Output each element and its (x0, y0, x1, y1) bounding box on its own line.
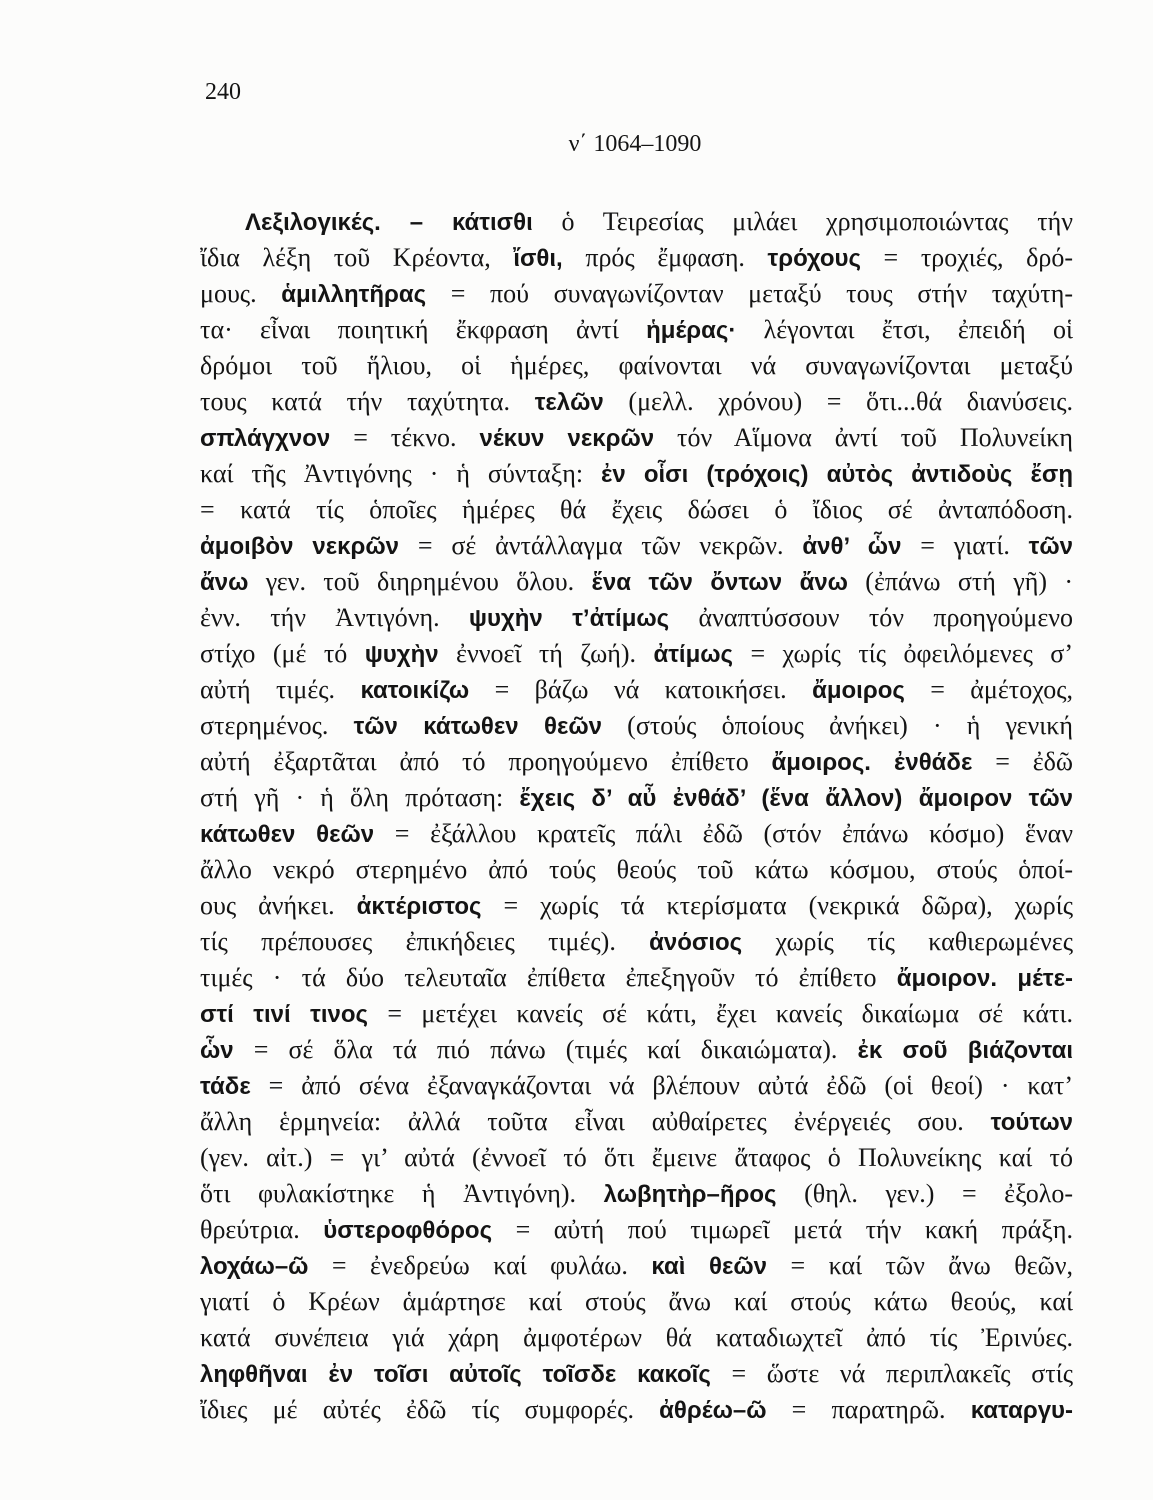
headword: τῶν (1028, 533, 1073, 560)
text-line-content (200, 276, 1073, 312)
headword: ἄμοιρον. μέτε- (896, 965, 1073, 992)
gloss-text: τίς πρέπουσες ἐπικήδειες τιμές). (200, 927, 650, 956)
text-line (200, 780, 1073, 816)
text-line (200, 600, 1073, 636)
text-line (200, 1392, 1073, 1428)
text-line-content (200, 1248, 1073, 1284)
headword: ἐν οἷσι (τρόχοις) αὐτὸς ἀντιδοὺς ἔσῃ (601, 461, 1073, 488)
text-line (200, 1356, 1073, 1392)
gloss-text: = σέ ἀντάλλαγμα τῶν νεκρῶν. (399, 531, 803, 560)
text-line-content (200, 1320, 1073, 1356)
gloss-text: = ἀμέτοχος, (904, 675, 1073, 704)
gloss-text: = καί τῶν ἄνω θεῶν, (766, 1251, 1073, 1280)
text-line (200, 564, 1073, 600)
gloss-text: = χωρίς τά κτερίσματα (νεκρικά δῶρα), χωρίς (481, 891, 1073, 920)
text-line-content (200, 888, 1073, 924)
gloss-text: τα· εἶναι ποιητική ἔκφραση ἀντί (200, 315, 647, 344)
gloss-text: λέγονται ἔτσι, ἐπειδή οἱ (736, 315, 1073, 344)
text-line (200, 1248, 1073, 1284)
headword: τρόχους (767, 245, 861, 272)
headword: ὧν (200, 1037, 234, 1064)
text-line (200, 960, 1073, 996)
gloss-text: αὐτή τιμές. (200, 675, 361, 704)
gloss-text: δρόμοι τοῦ ἥλιου, οἱ ἡμέρες, φαίνονται νά συναγωνίζονται μεταξύ (200, 351, 1073, 380)
headword: νέκυν νεκρῶν (479, 425, 655, 452)
headword: τούτων (990, 1109, 1073, 1136)
headword: λωβητὴρ–ῆρος (603, 1181, 777, 1208)
gloss-text: ὅτι φυλακίστηκε ἡ Ἀντιγόνη). (200, 1179, 604, 1208)
gloss-text: = παρατηρῶ. (766, 1395, 971, 1424)
gloss-text: (ἐπάνω στή γῆ) · (847, 567, 1073, 596)
gloss-text: ἴδια λέξη τοῦ Κρέοντα, (200, 243, 514, 272)
headword: ἀθρέω–ῶ (659, 1397, 767, 1424)
gloss-text: τους κατά τήν ταχύτητα. (200, 387, 535, 416)
headword: σπλάγχνον (200, 425, 331, 452)
gloss-text: = γιατί. (901, 531, 1029, 560)
text-line (200, 1176, 1073, 1212)
gloss-text: = σέ ὅλα τά πιό πάνω (τιμές καί δικαιώματα). (233, 1035, 858, 1064)
text-line (200, 240, 1073, 276)
commentary-text (200, 204, 1073, 1428)
text-line (200, 996, 1073, 1032)
gloss-text: τόν Αἵμονα ἀντί τοῦ Πολυνείκη (654, 423, 1073, 452)
headword: ὑστεροφθόρος (323, 1217, 493, 1244)
text-line-content (200, 960, 1073, 996)
gloss-text: στίχο (μέ τό (200, 639, 365, 668)
gloss-text: (στούς ὁποίους ἀνήκει) · ἡ γενική (601, 711, 1073, 740)
headword: κατοικίζω (360, 677, 470, 704)
text-line-content (200, 1104, 1073, 1140)
text-line-content (200, 1032, 1073, 1068)
text-line (200, 1104, 1073, 1140)
headword: ἀνόσιος (649, 929, 743, 956)
headword: ἄνω (200, 569, 249, 596)
gloss-text: ἐννοεῖ τή ζωή). (438, 639, 654, 668)
gloss-text: αὐτή ἐξαρτᾶται ἀπό τό προηγούμενο ἐπίθετο (200, 747, 772, 776)
headword: ληφθῆναι ἐν τοῖσι αὐτοῖς τοῖσδε κακοῖς (200, 1361, 711, 1388)
headword: ἡμέρας· (646, 317, 737, 344)
text-line (200, 636, 1073, 672)
gloss-text: = ἐξάλλου κρατεῖς πάλι ἐδῶ (στόν ἐπάνω κόσμο) ἕναν (374, 819, 1073, 848)
gloss-text: μους. (200, 279, 282, 308)
gloss-text: = αὐτή πού τιμωρεῖ μετά τήν κακή πράξη. (492, 1215, 1073, 1244)
text-line-content (245, 204, 1073, 240)
text-line (200, 852, 1073, 888)
text-line-content (200, 924, 1073, 960)
text-line-content (200, 672, 1073, 708)
gloss-text: = ἀπό σένα ἐξαναγκάζονται νά βλέπουν αὐτά ἐδῶ (οἱ θεοί) · κατ’ (250, 1071, 1073, 1100)
headword: ἀνθ’ ὧν (802, 533, 902, 560)
headword: ἴσθι, (513, 245, 563, 272)
text-line-content (200, 492, 1073, 528)
gloss-text: γεν. τοῦ διηρημένου ὅλου. (248, 567, 592, 596)
text-line (200, 1212, 1073, 1248)
text-line (200, 816, 1073, 852)
headword: ψυχὴν (364, 641, 439, 668)
text-line-content (200, 456, 1073, 492)
gloss-text: = πού συναγωνίζονταν μεταξύ τους στήν ταχύτη- (426, 279, 1073, 308)
gloss-text: ἄλλη ἑρμηνεία: ἀλλά τοῦτα εἶναι αὐθαίρετες ἐνέργειές σου. (200, 1107, 991, 1136)
headword: κάτωθεν θεῶν (200, 821, 375, 848)
gloss-text: ἀναπτύσσουν τόν προηγούμενο (669, 603, 1073, 632)
text-line-content (200, 816, 1073, 852)
gloss-text: = τέκνο. (330, 423, 480, 452)
gloss-text: = ἐδῶ (972, 747, 1073, 776)
text-line (200, 312, 1073, 348)
text-line (200, 492, 1073, 528)
text-line-content (200, 1356, 1073, 1392)
headword: ἀμοιβὸν νεκρῶν (200, 533, 400, 560)
headword: τῶν κάτωθεν θεῶν (353, 713, 602, 740)
text-line-content (200, 744, 1073, 780)
gloss-text: ἴδιες μέ αὐτές ἐδῶ τίς συμφορές. (200, 1395, 660, 1424)
headword: ἐκ σοῦ βιάζονται (857, 1037, 1073, 1064)
text-line (200, 1284, 1073, 1320)
headword: καταργυ- (970, 1397, 1073, 1424)
text-line (200, 528, 1073, 564)
gloss-text: = χωρίς τίς ὀφειλόμενες σ’ (733, 639, 1073, 668)
text-line-content (200, 780, 1073, 816)
gloss-text: γιατί ὁ Κρέων ἁμάρτησε καί στούς ἄνω καί στούς κάτω θεούς, καί (200, 1287, 1073, 1316)
text-line-content (200, 420, 1073, 456)
gloss-text: τιμές · τά δύο τελευταῖα ἐπίθετα ἐπεξηγοῦν τό ἐπίθετο (200, 963, 897, 992)
gloss-text: (θηλ. γεν.) = ἐξολο- (776, 1179, 1073, 1208)
text-line-content (200, 852, 1073, 888)
gloss-text: ἄλλο νεκρό στερημένο ἀπό τούς θεούς τοῦ κάτω κόσμου, στούς ὁποί- (200, 855, 1073, 884)
text-line (200, 1032, 1073, 1068)
gloss-text: = κατά τίς ὁποῖες ἡμέρες θά ἔχεις δώσει ὁ ἴδιος σέ ἀνταπόδοση. (200, 495, 1073, 524)
gloss-text: = βάζω νά κατοικήσει. (469, 675, 813, 704)
text-line-content (200, 708, 1073, 744)
gloss-text: = τροχιές, δρό- (860, 243, 1073, 272)
text-line-content (200, 636, 1073, 672)
headword: ἀκτέριστος (356, 893, 482, 920)
headword: Λεξιλογικές. – κάτισθι (245, 209, 533, 236)
headword: ἄμοιρος (812, 677, 905, 704)
text-line-content (200, 1068, 1073, 1104)
text-line-content (200, 1284, 1073, 1320)
text-line (200, 888, 1073, 924)
headword: ἕνα τῶν ὄντων ἄνω (591, 569, 848, 596)
text-line-content (200, 1140, 1073, 1176)
text-line (200, 672, 1073, 708)
text-line-content (200, 528, 1073, 564)
gloss-text: ὁ Τειρεσίας μιλάει χρησιμοποιώντας τήν (532, 207, 1073, 236)
gloss-text: στή γῆ · ἡ ὅλη πρόταση: (200, 783, 520, 812)
text-line-content (200, 564, 1073, 600)
gloss-text: = ἐνεδρεύω καί φυλάω. (308, 1251, 652, 1280)
text-line (200, 348, 1073, 384)
text-line (245, 204, 1073, 240)
text-line (200, 744, 1073, 780)
gloss-text: = ὥστε νά περιπλακεῖς στίς (710, 1359, 1073, 1388)
headword: στί τινί τινος (200, 1001, 369, 1028)
text-line (200, 1320, 1073, 1356)
headword: ἁμιλλητῆρας (281, 281, 427, 308)
text-line (200, 1068, 1073, 1104)
text-line-content (200, 600, 1073, 636)
text-line-content (200, 1392, 1073, 1428)
text-line-content (200, 996, 1073, 1032)
headword: τελῶν (534, 389, 604, 416)
text-line (200, 1140, 1073, 1176)
gloss-text: ους ἀνήκει. (200, 891, 357, 920)
gloss-text: χωρίς τίς καθιερωμένες (742, 927, 1073, 956)
text-line-content (200, 348, 1073, 384)
headword: καὶ θεῶν (651, 1253, 767, 1280)
page-number: 240 (205, 79, 241, 105)
gloss-text: = μετέχει κανείς σέ κάτι, ἔχει κανείς δικαίωμα σέ κάτι. (368, 999, 1073, 1028)
headword: ἀτίμως (653, 641, 734, 668)
headword: ψυχὴν τ’ἀτίμως (468, 605, 670, 632)
headword: ἄμοιρος. ἐνθάδε (771, 749, 973, 776)
headword: ἔχεις δ’ αὖ ἐνθάδ’ (ἕνα ἄλλον) ἄμοιρον τῶν (519, 785, 1073, 812)
headword: τάδε (200, 1073, 251, 1100)
text-line (200, 384, 1073, 420)
text-line-content (200, 384, 1073, 420)
gloss-text: θρεύτρια. (200, 1215, 324, 1244)
text-line (200, 708, 1073, 744)
text-line-content (200, 1176, 1073, 1212)
gloss-text: ἐνν. τήν Ἀντιγόνη. (200, 603, 469, 632)
gloss-text: (μελλ. χρόνου) = ὅτι...θά διανύσεις. (603, 387, 1073, 416)
running-head: ν΄ 1064–1090 (568, 131, 702, 157)
gloss-text: στερημένος. (200, 711, 354, 740)
headword: λοχάω–ῶ (200, 1253, 309, 1280)
text-line (200, 276, 1073, 312)
text-line (200, 456, 1073, 492)
gloss-text: (γεν. αἰτ.) = γι’ αὐτά (ἐννοεῖ τό ὅτι ἔμεινε ἄταφος ὁ Πολυνείκης καί τό (200, 1143, 1073, 1172)
gloss-text: καί τῆς Ἀντιγόνης · ἡ σύνταξη: (200, 459, 601, 488)
text-line (200, 924, 1073, 960)
text-line-content (200, 240, 1073, 276)
gloss-text: πρός ἔμφαση. (562, 243, 768, 272)
gloss-text: κατά συνέπεια γιά χάρη ἀμφοτέρων θά καταδιωχτεῖ ἀπό τίς Ἐρινύες. (200, 1323, 1073, 1352)
text-line (200, 420, 1073, 456)
text-line-content (200, 1212, 1073, 1248)
text-line-content (200, 312, 1073, 348)
